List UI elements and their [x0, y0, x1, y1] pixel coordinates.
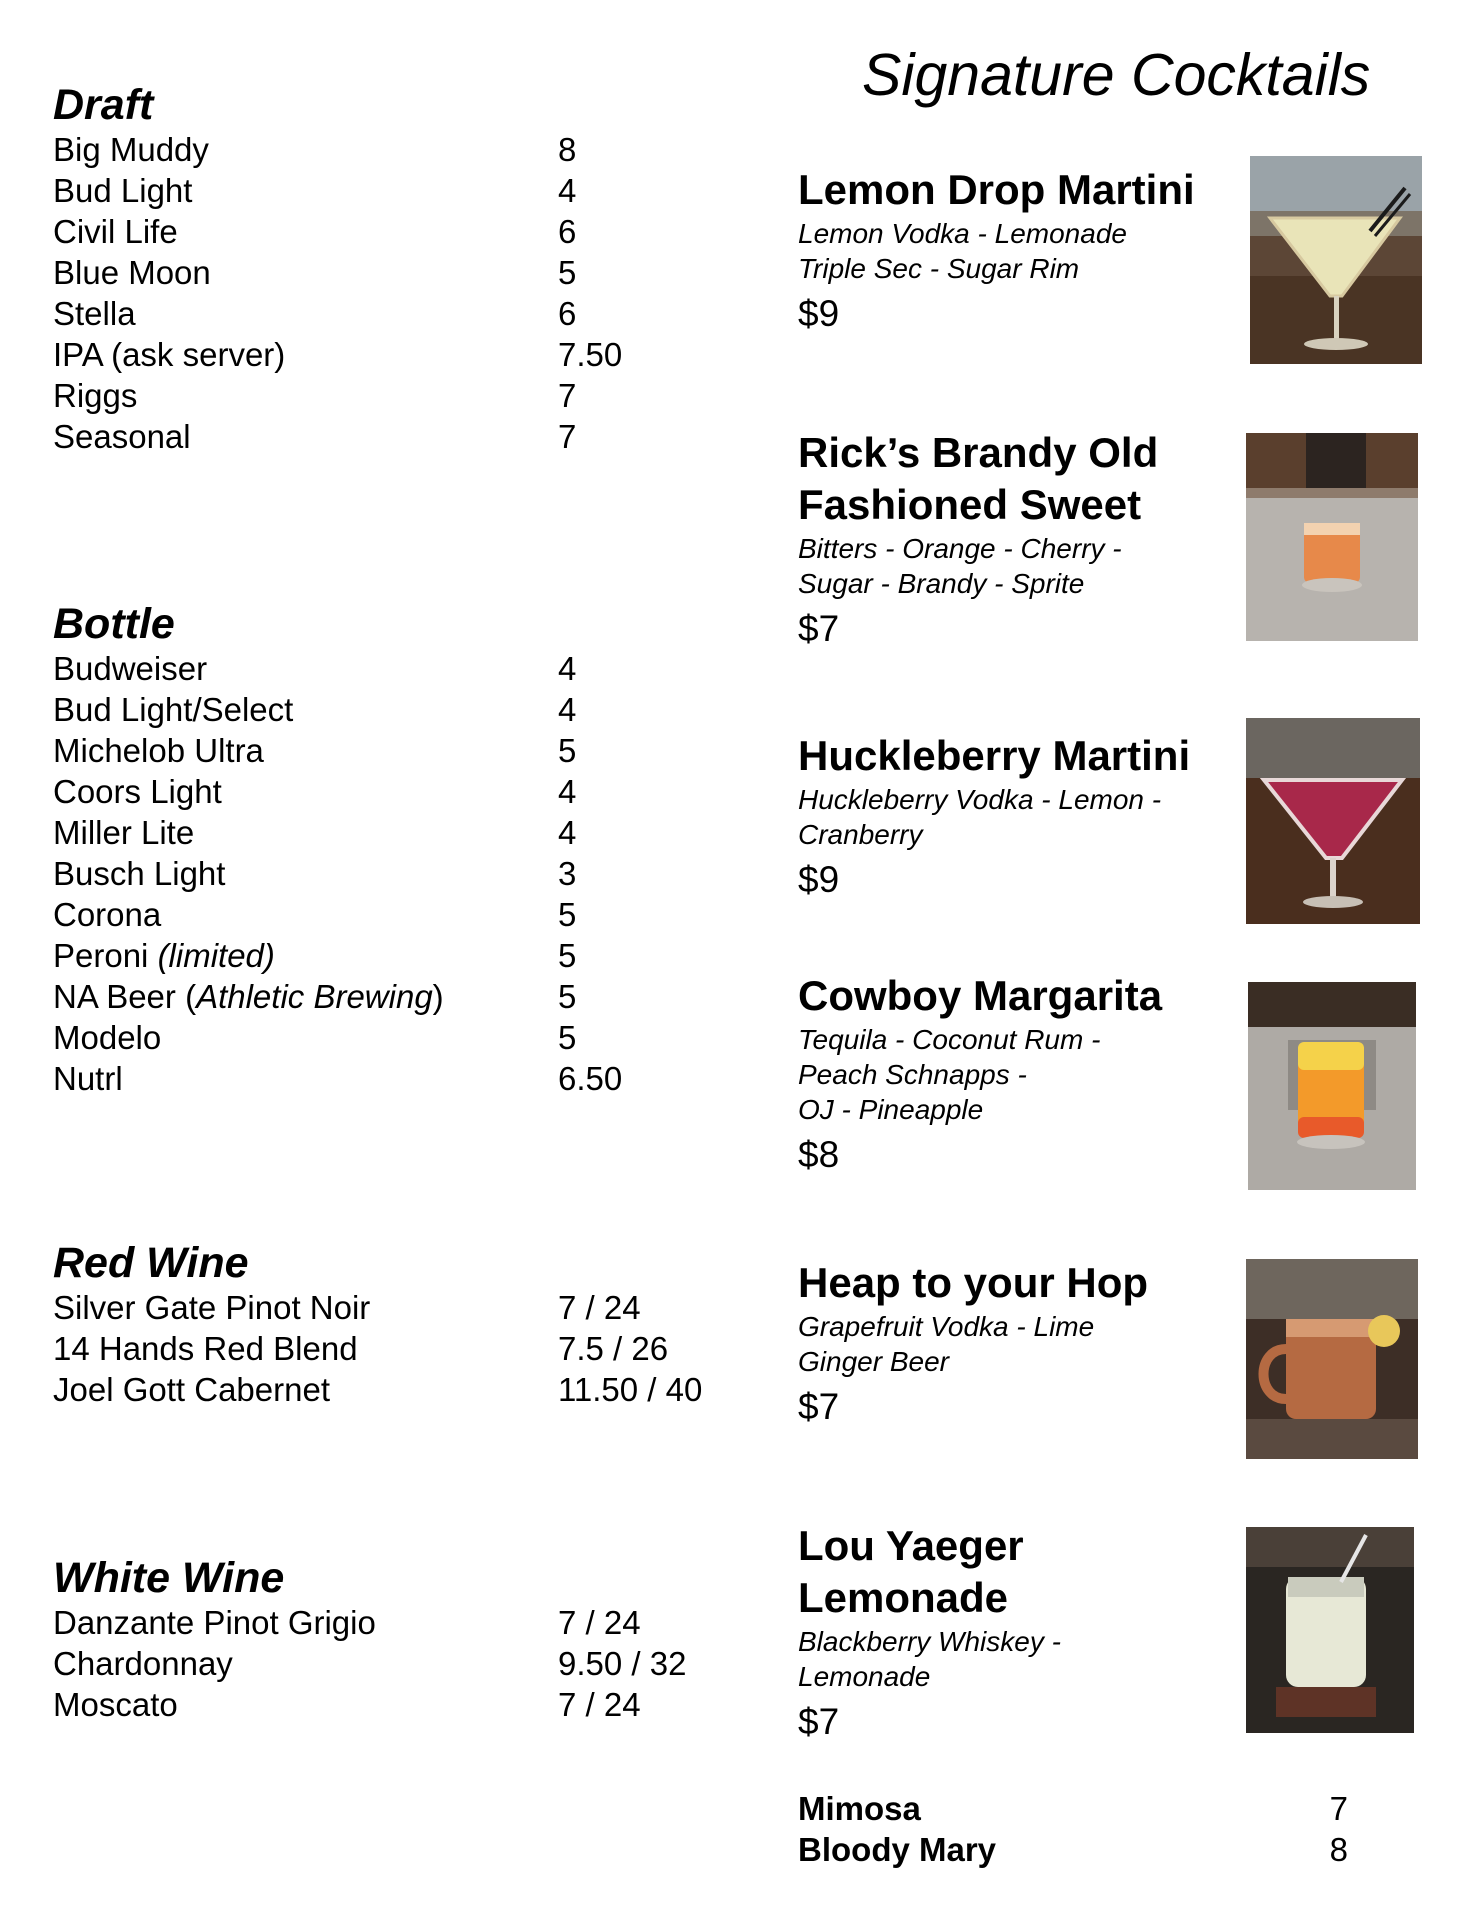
item-name: Stella	[53, 295, 136, 332]
list-item	[53, 689, 713, 730]
item-price: 7 / 24	[558, 1686, 641, 1723]
cocktail-desc-line: Lemonade	[798, 1661, 931, 1692]
item-name: Danzante Pinot Grigio	[53, 1604, 376, 1641]
list-item	[53, 1643, 713, 1684]
item-price: 5	[558, 896, 577, 933]
signature-cocktails-title: Signature Cocktails	[862, 42, 1371, 108]
section-title-draft: Draft	[53, 81, 154, 129]
red-wine-section	[53, 1240, 713, 1410]
list-item	[53, 771, 713, 812]
list-item	[53, 648, 713, 689]
item-price: 8	[1329, 1831, 1348, 1868]
item-name: NA Beer (	[53, 978, 197, 1015]
mason-jar-lemonade-photo	[1246, 1527, 1414, 1733]
cocktail-name: Heap to your Hop	[798, 1259, 1149, 1306]
list-item	[53, 416, 713, 457]
lemon-drop-martini-photo	[1250, 156, 1422, 364]
cocktail-desc-line: Cranberry	[798, 819, 923, 850]
cocktail-name-line: Lou Yaeger	[798, 1522, 1024, 1569]
cocktail-desc-line: Lemon Vodka - Lemonade	[798, 218, 1127, 249]
cocktail-price: $9	[798, 293, 840, 334]
cocktail-desc-line: Grapefruit Vodka - Lime	[798, 1311, 1095, 1342]
white-wine-section	[53, 1555, 713, 1725]
cocktail-huckleberry-martini	[798, 730, 1238, 904]
item-price: 5	[558, 978, 577, 1015]
list-item	[53, 1328, 713, 1369]
item-price: 5	[558, 1019, 577, 1056]
list-item	[798, 1829, 1348, 1870]
item-name: Corona	[53, 896, 162, 933]
item-price: 5	[558, 254, 577, 291]
item-price: 6	[558, 295, 577, 332]
cocktail-desc-line: Sugar - Brandy - Sprite	[798, 568, 1085, 599]
item-name-suffix: )	[432, 978, 444, 1015]
item-name: Bud Light/Select	[53, 691, 294, 728]
cocktail-desc-line: Tequila - Coconut Rum -	[798, 1024, 1101, 1055]
cocktail-lou-yaeger-lemonade	[798, 1520, 1238, 1746]
item-name: 14 Hands Red Blend	[53, 1330, 358, 1367]
item-name: Coors Light	[53, 773, 222, 810]
item-name: IPA (ask server)	[53, 336, 286, 373]
cocktail-name: Huckleberry Martini	[798, 732, 1191, 779]
list-item	[53, 1058, 713, 1099]
cocktail-lemon-drop-martini	[798, 164, 1238, 338]
list-item	[53, 935, 713, 976]
list-item	[53, 1287, 713, 1328]
item-price: 7.50	[558, 336, 623, 373]
item-price: 7 / 24	[558, 1289, 641, 1326]
list-item	[53, 1684, 713, 1725]
item-name: Bloody Mary	[798, 1831, 997, 1868]
list-item	[53, 375, 713, 416]
list-item	[53, 730, 713, 771]
item-price: 11.50 / 40	[558, 1371, 703, 1408]
section-title-red-wine: Red Wine	[53, 1239, 249, 1287]
list-item	[53, 293, 713, 334]
item-name-wrap	[53, 976, 558, 1017]
item-price: 7	[1329, 1790, 1348, 1827]
copper-mug-photo	[1246, 1259, 1418, 1459]
draft-section	[53, 82, 713, 457]
cocktail-name: Lemon Drop Martini	[798, 166, 1195, 213]
cocktail-price: $9	[798, 859, 840, 900]
list-item	[53, 334, 713, 375]
item-name: Moscato	[53, 1686, 178, 1723]
item-name: Blue Moon	[53, 254, 211, 291]
item-price: 4	[558, 172, 577, 209]
item-name: Nutrl	[53, 1060, 123, 1097]
item-price: 4	[558, 773, 577, 810]
section-title-bottle: Bottle	[53, 600, 175, 648]
item-note: Athletic Brewing	[196, 978, 433, 1015]
item-price: 5	[558, 937, 577, 974]
item-name: Michelob Ultra	[53, 732, 264, 769]
cocktail-name-line: Rick’s Brandy Old	[798, 429, 1159, 476]
cocktail-price: $8	[798, 1134, 840, 1175]
item-name: Seasonal	[53, 418, 191, 455]
item-name: Joel Gott Cabernet	[53, 1371, 330, 1408]
item-name: Bud Light	[53, 172, 193, 209]
huckleberry-martini-photo	[1246, 718, 1420, 924]
list-item	[53, 812, 713, 853]
old-fashioned-photo	[1246, 433, 1418, 641]
list-item	[53, 894, 713, 935]
cocktail-price: $7	[798, 608, 840, 649]
cocktail-desc-line: Huckleberry Vodka - Lemon -	[798, 784, 1162, 815]
cocktail-desc-line: Blackberry Whiskey -	[798, 1626, 1061, 1657]
list-item	[798, 1788, 1348, 1829]
item-name: Miller Lite	[53, 814, 195, 851]
extras-list	[798, 1788, 1348, 1870]
list-item	[53, 252, 713, 293]
item-name: Peroni	[53, 937, 149, 974]
cocktail-name-line: Lemonade	[798, 1574, 1009, 1621]
item-price: 4	[558, 814, 577, 851]
item-name: Big Muddy	[53, 131, 209, 168]
item-name: Riggs	[53, 377, 138, 414]
item-name: Chardonnay	[53, 1645, 233, 1682]
item-price: 5	[558, 732, 577, 769]
cocktail-desc-line: Triple Sec - Sugar Rim	[798, 253, 1080, 284]
list-item	[53, 170, 713, 211]
item-name: Civil Life	[53, 213, 178, 250]
bottle-section	[53, 601, 713, 1099]
item-price: 6.50	[558, 1060, 623, 1097]
item-name: Modelo	[53, 1019, 162, 1056]
list-item	[53, 1017, 713, 1058]
cocktail-desc-line: Ginger Beer	[798, 1346, 949, 1377]
list-item	[53, 853, 713, 894]
item-name-wrap	[53, 935, 558, 976]
item-price: 8	[558, 131, 577, 168]
cocktail-name: Cowboy Margarita	[798, 972, 1163, 1019]
cowboy-margarita-photo	[1248, 982, 1416, 1190]
item-price: 7	[558, 418, 577, 455]
cocktail-desc-line: Bitters - Orange - Cherry -	[798, 533, 1122, 564]
item-price: 7 / 24	[558, 1604, 641, 1641]
list-item	[53, 211, 713, 252]
item-price: 4	[558, 691, 577, 728]
item-price: 3	[558, 855, 577, 892]
list-item	[53, 1369, 713, 1410]
item-price: 9.50 / 32	[558, 1645, 687, 1682]
item-name: Busch Light	[53, 855, 226, 892]
item-name: Silver Gate Pinot Noir	[53, 1289, 371, 1326]
item-note: (limited)	[157, 937, 275, 974]
item-price: 6	[558, 213, 577, 250]
cocktail-heap-to-your-hop	[798, 1257, 1238, 1431]
section-title-white-wine: White Wine	[53, 1554, 285, 1602]
cocktail-desc-line: Peach Schnapps -	[798, 1059, 1027, 1090]
list-item	[53, 129, 713, 170]
cocktail-price: $7	[798, 1701, 840, 1742]
list-item	[53, 1602, 713, 1643]
cocktail-price: $7	[798, 1386, 840, 1427]
cocktail-ricks-brandy-old-fashioned	[798, 427, 1238, 653]
list-item	[53, 976, 713, 1017]
item-price: 7.5 / 26	[558, 1330, 669, 1367]
item-name: Mimosa	[798, 1790, 921, 1827]
item-price: 7	[558, 377, 577, 414]
cocktail-cowboy-margarita	[798, 970, 1238, 1179]
item-name: Budweiser	[53, 650, 208, 687]
cocktail-name-line: Fashioned Sweet	[798, 481, 1142, 528]
item-price: 4	[558, 650, 577, 687]
cocktail-desc-line: OJ - Pineapple	[798, 1094, 984, 1125]
